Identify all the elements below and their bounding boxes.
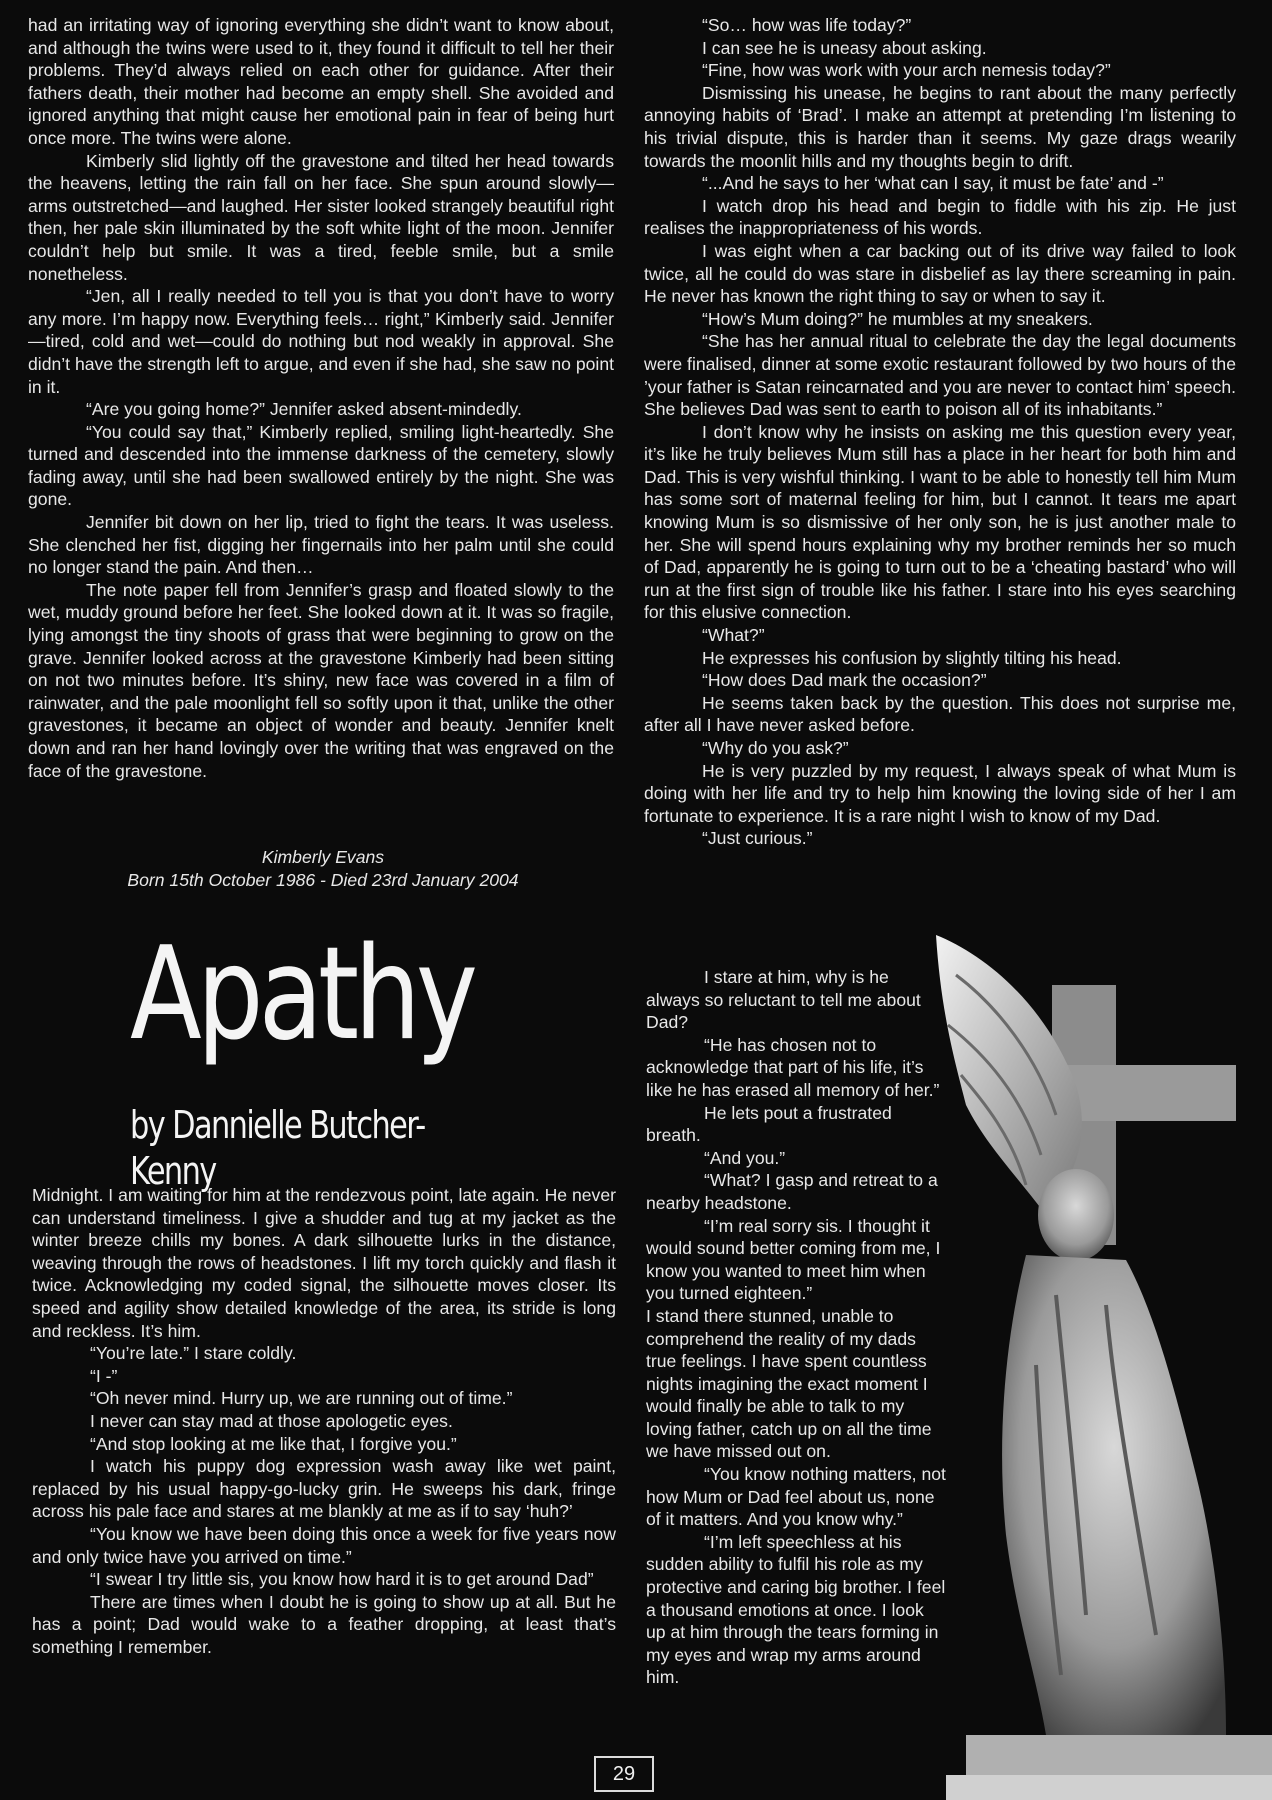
page-number: 29 bbox=[594, 1756, 654, 1792]
paragraph: He lets pout a frustrated breath. bbox=[646, 1102, 892, 1146]
paragraph: “Jen, all I really needed to tell you is that you don’t have to worry any more. I’m happy now. Everything feels… right,” Kimberly said. Jennifer—tired, cold and wet—could do nothing but nod weakly in approval. She didn’t have the strength left to argue, and even if she had, she saw no point in it. bbox=[28, 286, 614, 397]
paragraph: I stare at him, why is he always so reluctant to tell me about Dad? bbox=[646, 967, 921, 1033]
story-left-column bbox=[32, 1184, 616, 1658]
story-right-column bbox=[644, 14, 1236, 850]
paragraph: The note paper fell from Jennifer’s grasp and floated slowly to the wet, muddy ground before her feet. She looked down at it. It was so fragile, lying amongst the tiny shoots of grass that were beginning to grow on the grave. Jennifer looked across at the gravestone Kimberly had been sitting on not two minutes before. It’s shiny, new face was covered in a film of rainwater, and the pale moonlight fell so softly upon it that, unlike the other gravestones, it became an object of wonder and beauty. Jennifer knelt down and ran her hand lovingly over the writing that was engraved on the face of the gravestone. bbox=[28, 579, 614, 781]
paragraph: I was eight when a car backing out of its drive way failed to look twice, all he could do was stare in disbelief as lay there screaming in pain. He never has known the right thing to say or when to say it. bbox=[644, 240, 1236, 307]
epitaph-name: Kimberly Evans bbox=[261, 847, 385, 867]
paragraph: He seems taken back by the question. This does not surprise me, after all I have never asked before. bbox=[644, 692, 1236, 736]
story-byline: by Dannielle Butcher-Kenny bbox=[130, 1103, 425, 1193]
story-ending-column bbox=[28, 14, 614, 782]
paragraph: “How does Dad mark the occasion?” bbox=[702, 670, 987, 691]
paragraph: “I’m left speechless at his sudden ability to fulfil his role as my protective and caring big brother. I feel a thousand emotions at once. I look up at him through the tears forming in my eyes and wrap my arms around him. bbox=[646, 1531, 946, 1688]
paragraph: “She has her annual ritual to celebrate the day the legal documents were finalised, dinner at some exotic restaurant followed by two hours of the ’your father is Satan reincarnated and you are never to contact him’ speech. She believes Dad was sent to earth to poison all of its inhabitants.” bbox=[644, 331, 1236, 420]
angel-statue-image bbox=[926, 915, 1272, 1800]
paragraph: “How’s Mum doing?” he mumbles at my sneakers. bbox=[702, 308, 1093, 329]
paragraph: I can see he is uneasy about asking. bbox=[702, 37, 987, 58]
paragraph: I watch drop his head and begin to fiddle with his zip. He just realises the inappropriateness of his words. bbox=[644, 195, 1236, 239]
paragraph: “Oh never mind. Hurry up, we are running out of time.” bbox=[90, 1388, 513, 1409]
paragraph: “You know nothing matters, not how Mum or Dad feel about us, none of it matters. And you know why.” bbox=[646, 1464, 946, 1530]
paragraph: He expresses his confusion by slightly tilting his head. bbox=[702, 647, 1122, 668]
paragraph: Midnight. I am waiting for him at the rendezvous point, late again. He never can understand timeliness. I give a shudder and tug at my jacket as the winter breeze chills my bones. A dark silhouette lurks in the distance, weaving through the rows of headstones. I lift my torch quickly and flash it twice. Acknowledging my coded signal, the silhouette moves closer. Its speed and agility show detailed knowledge of the area, its stride is long and reckless. It’s him. bbox=[32, 1185, 616, 1341]
paragraph: had an irritating way of ignoring everything she didn’t want to know about, and although the twins were used to it, they found it difficult to tell her their problems. They’d always relied on each other for guidance. After their fathers death, their mother had become an empty shell. She avoided and ignored anything that might cause her emotional pain in fear of being hurt once more. The twins were alone. bbox=[28, 15, 614, 148]
paragraph: “Just curious.” bbox=[702, 828, 813, 849]
paragraph: “...And he says to her ‘what can I say, it must be fate’ and -” bbox=[702, 173, 1164, 194]
paragraph: “And you.” bbox=[704, 1147, 786, 1168]
paragraph: “I’m real sorry sis. I thought it would sound better coming from me, I know you wanted to meet him when you turned eighteen.” bbox=[646, 1215, 941, 1304]
paragraph: “You’re late.” I stare coldly. bbox=[90, 1343, 297, 1364]
epitaph-dates: Born 15th October 1986 - Died 23rd January 2004 bbox=[127, 870, 519, 890]
angel-robe-shape bbox=[1002, 1255, 1226, 1735]
paragraph: “What? I gasp and retreat to a nearby headstone. bbox=[646, 1170, 938, 1213]
paragraph: “Are you going home?” Jennifer asked absent-mindedly. bbox=[86, 399, 522, 420]
paragraph: “Why do you ask?” bbox=[702, 738, 849, 758]
paragraph: Kimberly slid lightly off the gravestone and tilted her head towards the heavens, letting the rain fall on her face. She spun around slowly—arms outstretched—and laughed. Her sister looked strangely beautiful right then, her pale skin illuminated by the soft white light of the moon. Jennifer couldn’t help but smile. It was a tired, feeble smile, but a smile nonetheless. bbox=[28, 150, 614, 284]
paragraph: Dismissing his unease, he begins to rant about the many perfectly annoying habits of ‘Brad’. I make an attempt at pretending I’m listening to his trivial dispute, this is harder than it seems. My gaze drags wearily towards the moonlit hills and my thoughts begin to drift. bbox=[644, 82, 1236, 171]
story-right-lower-column bbox=[646, 966, 946, 1689]
paragraph: “So… how was life today?” bbox=[702, 15, 912, 35]
paragraph: Jennifer bit down on her lip, tried to fight the tears. It was useless. She clenched her fist, digging her fingernails into her palm until she could no longer stand the pain. And then… bbox=[28, 512, 614, 578]
paragraph: “He has chosen not to acknowledge that part of his life, it’s like he has erased all memory of her.” bbox=[646, 1034, 940, 1100]
paragraph: “You know we have been doing this once a week for five years now and only twice have you arrived on time.” bbox=[32, 1523, 616, 1567]
paragraph: I stand there stunned, unable to comprehend the reality of my dads true feelings. I have spent countless nights imagining the exact moment I would finally be able to talk to my loving father, catch up on all the time we have missed out on. bbox=[646, 1305, 932, 1462]
paragraph: “I -” bbox=[90, 1365, 118, 1386]
paragraph: “Fine, how was work with your arch nemesis today?” bbox=[702, 60, 1111, 81]
paragraph: I don’t know why he insists on asking me this question every year, it’s like he truly believes Mum still has a place in her heart for both him and Dad. This is very wishful thinking. I want to be able to honestly tell him Mum has some sort of maternal feeling for him, but I cannot. It tears me apart knowing Mum is so dismissive of her only son, he is just another male to her. She will spend hours explaining why my brother reminds her so much of Dad, apparently he is going to turn out to be a ‘cheating bastard’ who will run at the first sign of trouble like his father. I stare into his eyes searching for this elusive connection. bbox=[644, 421, 1236, 623]
paragraph: “I swear I try little sis, you know how hard it is to get around Dad” bbox=[90, 1569, 594, 1590]
paragraph: “What?” bbox=[702, 625, 765, 646]
story-title: Apathy bbox=[130, 920, 474, 1069]
pedestal-base-shape bbox=[946, 1775, 1272, 1800]
paragraph: I watch his puppy dog expression wash away like wet paint, replaced by his usual happy-go-lucky grin. He sweeps his dark, fringe across his pale face and stares at me blankly at me as if to say ‘huh?’ bbox=[32, 1456, 616, 1522]
paragraph: “You could say that,” Kimberly replied, smiling light-heartedly. She turned and descended into the immense darkness of the cemetery, slowly fading away, until she had been swallowed entirely by the night. She was gone. bbox=[28, 421, 614, 510]
paragraph: He is very puzzled by my request, I always speak of what Mum is doing with her life and try to help him knowing the loving side of her I am fortunate to experience. It is a rare night I wish to know of my Dad. bbox=[644, 760, 1236, 826]
paragraph: I never can stay mad at those apologetic eyes. bbox=[90, 1410, 453, 1431]
paragraph: “And stop looking at me like that, I forgive you.” bbox=[90, 1433, 457, 1454]
paragraph: There are times when I doubt he is going to show up at all. But he has a point; Dad would wake to a feather dropping, at least that’s something I remember. bbox=[32, 1591, 616, 1657]
angel-head-shape bbox=[1038, 1169, 1114, 1261]
